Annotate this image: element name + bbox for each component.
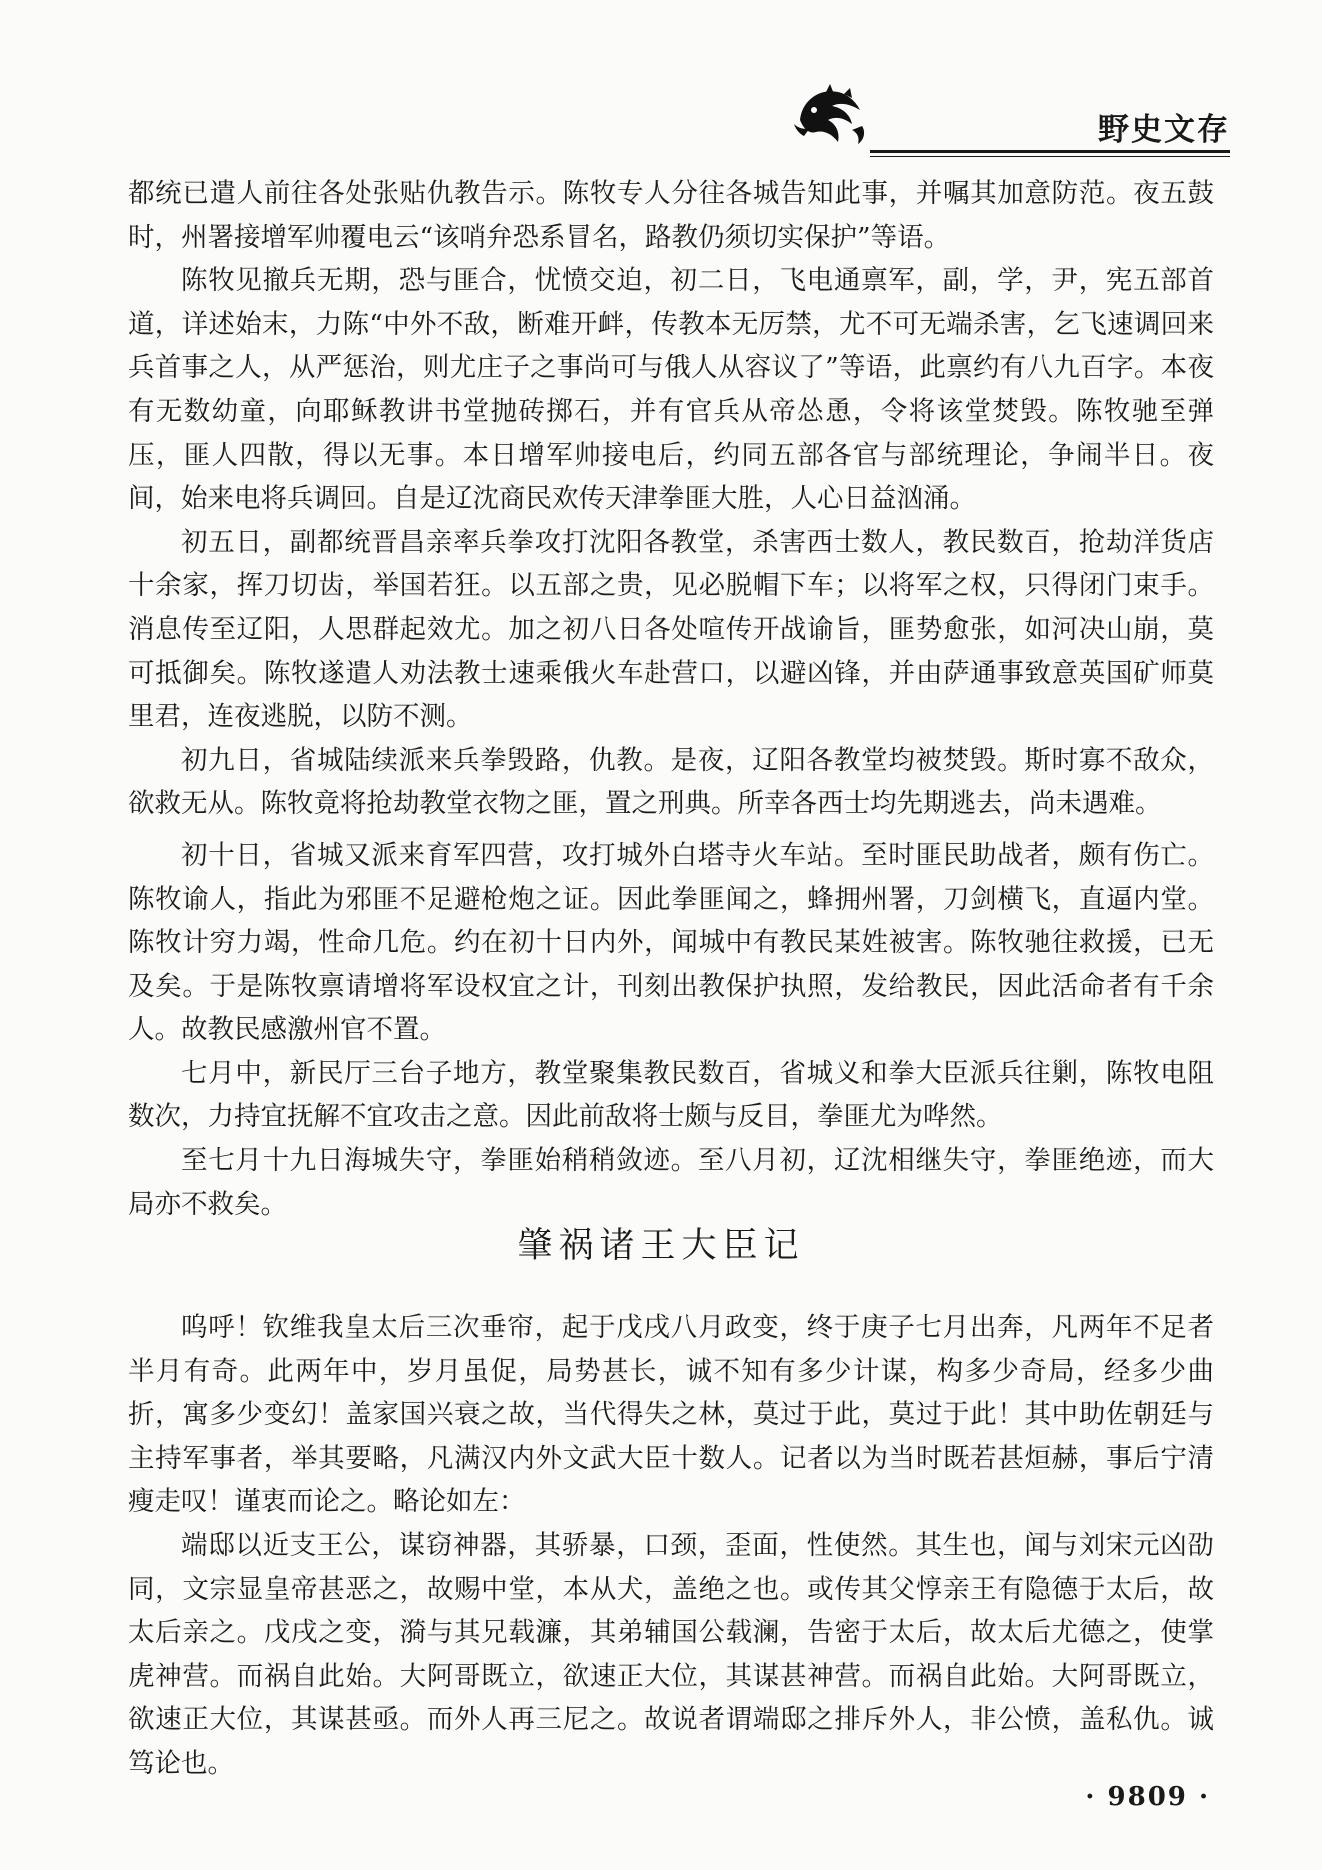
page-number: · 9809 ·: [1085, 1782, 1210, 1812]
paragraph: 七月中，新民厅三台子地方，教堂聚集教民数百，省城义和拳大臣派兵往剿，陈牧电阻数次，力持宜抚解不宜攻击之意。因此前敌将士颇与反目，拳匪尤为哗然。: [128, 1057, 1214, 1133]
paragraph: 都统已遣人前往各处张贴仇教告示。陈牧专人分往各城告知此事，并嘱其加意防范。夜五鼓时，州署接增军帅覆电云“该哨弁恐系冒名，路教仍须切实保护”等语。: [128, 178, 1214, 253]
page-header: [0, 0, 1322, 150]
paragraph: 端邸以近支王公，谋窃神器，其骄暴，口颈，歪面，性使然。其生也，闻与刘宋元凶劭同，文宗显皇帝甚恶之，故赐中堂，本从犬，盖绝之也。或传其父惇亲王有隐德于太后，故太后亲之。戊戌之变，漪与其兄载濂，其弟辅国公载澜，告密于太后，故太后尤德之，使掌虎神营。而祸自此始。大阿哥既立，欲速正大位，其谋甚神营。而祸自此始。大阿哥既立，欲速正大位，其谋甚亟。而外人再三尼之。故说者谓端邸之排斥外人，非公愤，盖私仇。诚笃论也。: [128, 1529, 1214, 1779]
header-rule-thin: [870, 156, 1230, 157]
series-title: 野史文存: [1098, 112, 1230, 148]
paragraph: 呜呼！钦维我皇太后三次垂帘，起于戊戌八月政变，终于庚子七月出奔，凡两年不足者半月有奇。此两年中，岁月虽促，局势甚长，诚不知有多少计谋，构多少奇局，经多少曲折，寓多少变幻！盖家国兴衰之故，当代得失之林，莫过于此，莫过于此！其中助佐朝廷与主持军事者，举其要略，凡满汉内外文武大臣十数人。记者以为当时既若甚烜赫，事后宁清瘦走叹！谨衷而论之。略论如左：: [128, 1312, 1214, 1518]
header-rule: [870, 150, 1230, 153]
section-body: [128, 1306, 1214, 1786]
paragraph: 初九日，省城陆续派来兵拳毁路，仇教。是夜，辽阳各教堂均被焚毁。斯时寡不敌众，欲救无从。陈牧竟将抢劫教堂衣物之匪，置之刑典。所幸各西士均先期逃去，尚未遇难。: [128, 744, 1214, 820]
paragraph: 初十日，省城又派来育军四营，攻打城外白塔寺火车站。至时匪民助战者，颇有伤亡。陈牧谕人，指此为邪匪不足避枪炮之证。因此拳匪闻之，蜂拥州署，刀剑横飞，直逼内堂。陈牧计穷力竭，性命几危。约在初十日内外，闻城中有教民某姓被害。陈牧驰往救援，已无及矣。于是陈牧禀请增将军设权宜之计，刊刻出教保护执照，发给教民，因此活命者有千余人。故教民感激州官不置。: [128, 839, 1214, 1046]
paragraph: 初五日，副都统晋昌亲率兵拳攻打沈阳各教堂，杀害西士数人，教民数百，抢劫洋货店十余家，挥刀切齿，举国若狂。以五部之贵，见必脱帽下车；以将军之权，只得闭门束手。消息传至辽阳，人思群起效尤。加之初八日各处喧传开战谕旨，匪势愈张，如河决山崩，莫可抵御矣。陈牧遂遣人劝法教士速乘俄火车赴营口，以避凶锋，并由萨通事致意英国矿师莫里君，连夜逃脱，以防不测。: [128, 526, 1214, 733]
dragon-emblem-icon: [790, 80, 870, 152]
paragraph: 至七月十九日海城失守，拳匪始稍稍敛迹。至八月初，辽沈相继失守，拳匪绝迹，而大局亦不救矣。: [128, 1145, 1214, 1220]
article-body: [128, 172, 1214, 1226]
paragraph: 陈牧见撤兵无期，恐与匪合，忧愤交迫，初二日，飞电通禀军，副，学，尹，宪五部首道，详述始末，力陈“中外不敌，断难开衅，传教本无厉禁，尤不可无端杀害，乞飞速调回来兵首事之人，从严惩治，则尤庄子之事尚可与俄人从容议了”等语，此禀约有八九百字。本夜有无数幼童，向耶稣教讲书堂抛砖掷石，并有官兵从帝怂恿，令将该堂焚毁。陈牧驰至弹压，匪人四散，得以无事。本日增军帅接电后，约同五部各官与部统理论，争闹半日。夜间，始来电将兵调回。自是辽沈商民欢传天津拳匪大胜，人心日益汹涌。: [128, 265, 1214, 515]
section-title: 肇祸诸王大臣记: [517, 1226, 805, 1266]
